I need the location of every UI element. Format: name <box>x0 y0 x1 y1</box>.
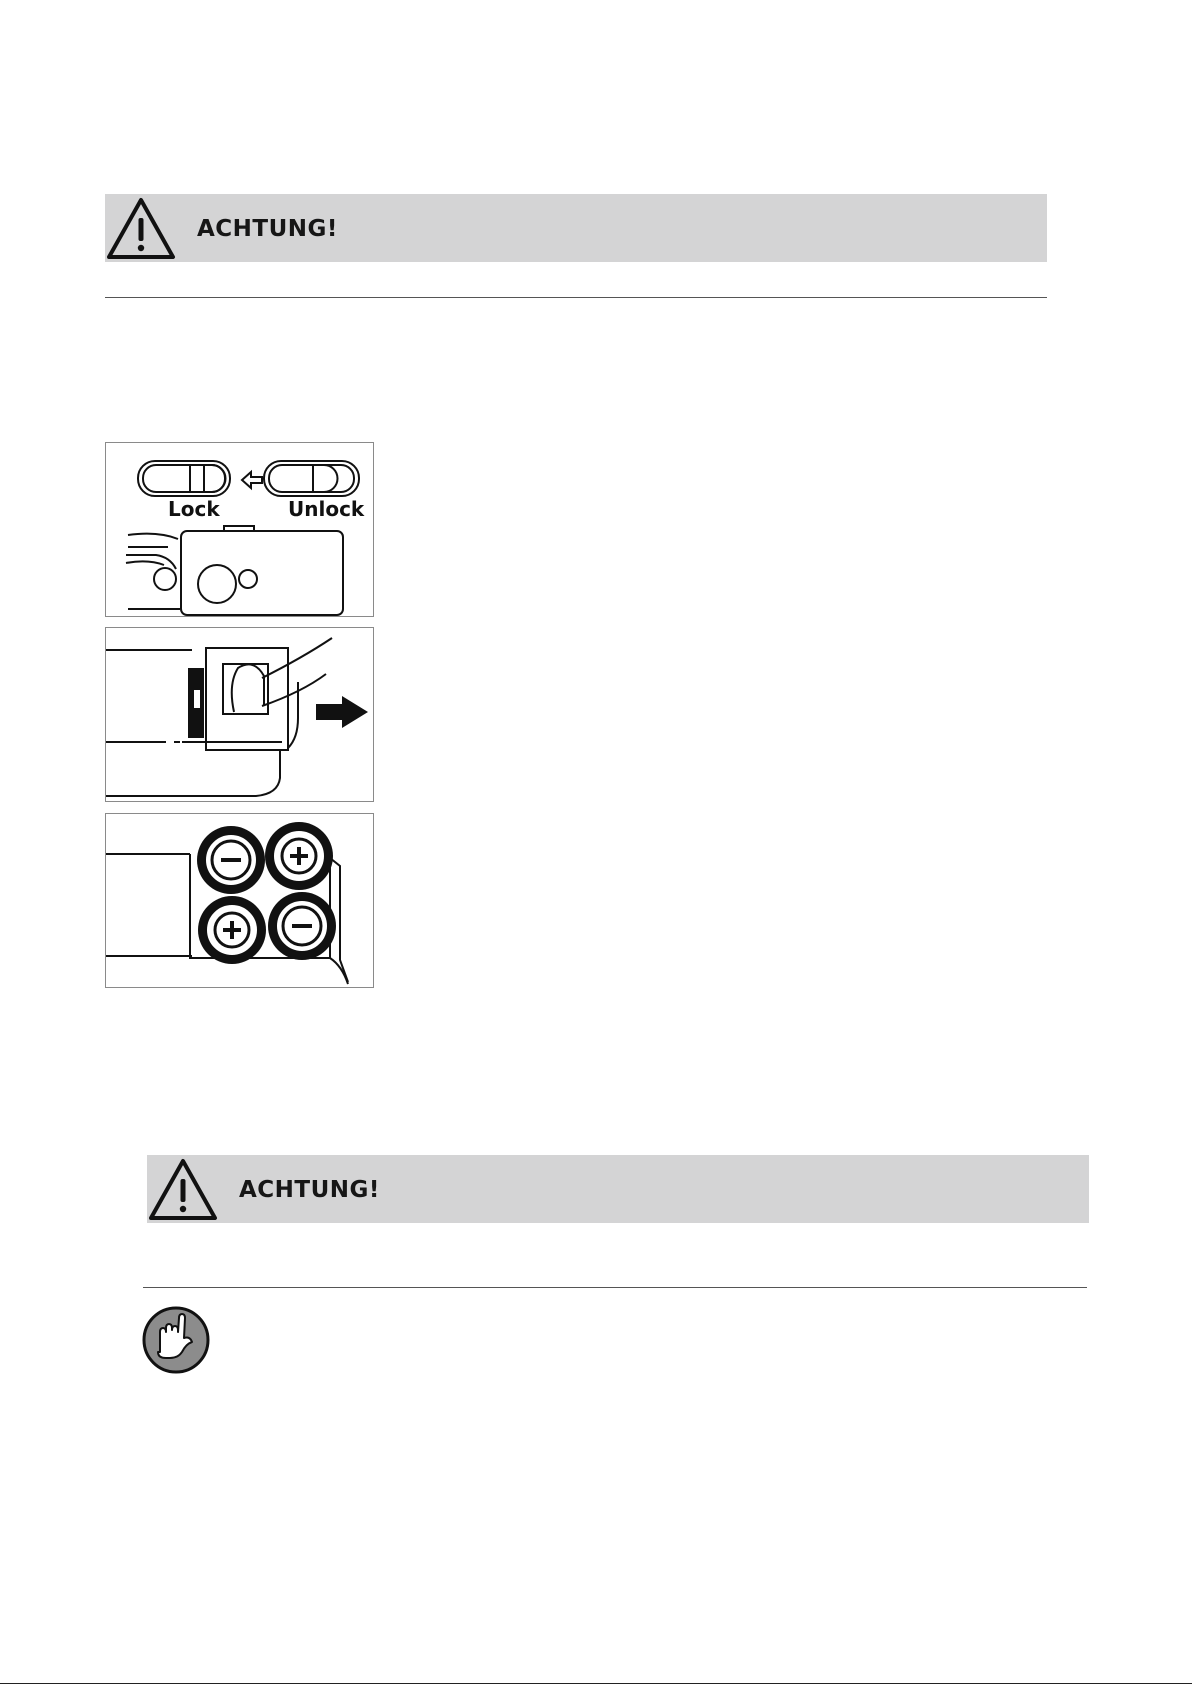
arrow-right-icon <box>316 696 368 728</box>
unlock-switch-icon <box>264 461 359 496</box>
page-bottom-rule <box>0 1683 1192 1684</box>
warning-title: ACHTUNG! <box>239 1177 380 1203</box>
unlock-label: Unlock <box>288 497 365 521</box>
battery-minus-icon <box>268 892 336 960</box>
warning-banner <box>147 1155 1089 1223</box>
lock-switch-icon <box>138 461 230 496</box>
warning-title: ACHTUNG! <box>197 216 338 242</box>
battery-compartment-figure <box>105 813 374 988</box>
lock-switch-figure <box>105 442 374 617</box>
battery-plus-icon <box>265 822 333 890</box>
open-cover-figure <box>105 627 374 802</box>
section-divider <box>143 1287 1087 1288</box>
lock-label: Lock <box>168 497 220 521</box>
battery-plus-icon <box>198 896 266 964</box>
warning-triangle-icon <box>105 194 177 262</box>
warning-banner <box>105 194 1047 262</box>
arrow-left-icon <box>242 472 262 488</box>
hand-pointing-icon <box>140 1306 212 1374</box>
battery-minus-icon <box>197 826 265 894</box>
section-divider <box>105 297 1047 298</box>
warning-triangle-icon <box>147 1155 219 1223</box>
